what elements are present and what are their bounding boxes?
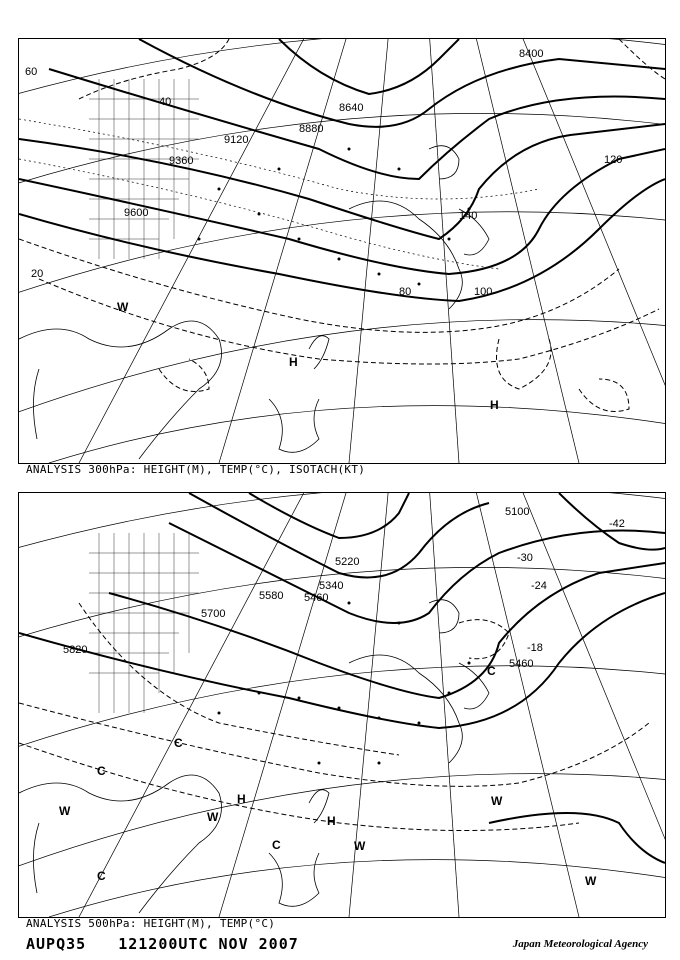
isotach-contours xyxy=(19,39,665,412)
coastline xyxy=(19,146,489,459)
coastline xyxy=(19,600,489,913)
height-label: 8880 xyxy=(299,123,324,135)
warm-marker: W xyxy=(585,874,597,888)
height-label: 5340 xyxy=(319,580,344,592)
isotach-label: 120 xyxy=(604,154,623,166)
cold-marker: C xyxy=(174,736,183,750)
cold-marker: C xyxy=(97,764,106,778)
warm-marker: W xyxy=(491,794,503,808)
temp-label: -30 xyxy=(517,552,533,564)
map-300hpa-canvas xyxy=(19,39,665,463)
high-pressure-center: H xyxy=(289,355,298,369)
agency-credit: Japan Meteorological Agency xyxy=(512,938,648,950)
wind-markers xyxy=(117,300,129,314)
cold-marker: C xyxy=(487,664,496,678)
height-label: 5820 xyxy=(63,644,88,656)
temp-label: -18 xyxy=(527,642,543,654)
jet-hatching xyxy=(89,79,199,259)
height-label: 5100 xyxy=(505,506,530,518)
temp-label: -24 xyxy=(531,580,547,592)
chart-code: AUPQ35 xyxy=(26,935,87,953)
map-500hpa xyxy=(18,492,666,918)
map-300hpa xyxy=(18,38,666,464)
pressure-centers xyxy=(237,792,336,828)
warm-markers xyxy=(59,794,597,888)
height-label: 5580 xyxy=(259,590,284,602)
high-pressure-center: H xyxy=(490,398,499,412)
valid-time: 121200UTC NOV 2007 xyxy=(118,935,299,953)
isotach-label: 80 xyxy=(399,286,412,298)
cold-marker: C xyxy=(272,838,281,852)
height-label: 9600 xyxy=(124,207,149,219)
high-pressure-center: H xyxy=(327,814,336,828)
chart-identifier xyxy=(26,935,321,953)
warm-hatching xyxy=(89,533,199,713)
height-label: 8640 xyxy=(339,102,364,114)
warm-marker: W xyxy=(59,804,71,818)
height-label: 8400 xyxy=(519,48,544,60)
height-contours xyxy=(19,493,665,863)
temperature-contours xyxy=(19,603,649,831)
isotach-label: 100 xyxy=(474,286,493,298)
caption-500hpa: ANALYSIS 500hPa: HEIGHT(M), TEMP(°C) xyxy=(26,917,276,930)
isotach-labels xyxy=(25,66,622,298)
isotach-label: 40 xyxy=(159,96,172,108)
temp-labels xyxy=(517,518,625,654)
height-labels xyxy=(124,48,543,219)
height-label: 9360 xyxy=(169,155,194,167)
isotach-label: 140 xyxy=(459,210,478,222)
high-pressure-center: H xyxy=(237,792,246,806)
isotach-label: 60 xyxy=(25,66,38,78)
map-500hpa-canvas xyxy=(19,493,665,917)
cold-marker: C xyxy=(97,869,106,883)
height-contours xyxy=(19,39,665,301)
height-label: 5700 xyxy=(201,608,226,620)
height-label: 5460 xyxy=(304,592,329,604)
warm-marker: W xyxy=(207,810,219,824)
height-label: 5220 xyxy=(335,556,360,568)
warm-marker: W xyxy=(117,300,129,314)
caption-300hpa: ANALYSIS 300hPa: HEIGHT(M), TEMP(°C), ISOTACH(KT) xyxy=(26,463,366,476)
height-label: 5460 xyxy=(509,658,534,670)
warm-marker: W xyxy=(354,839,366,853)
isotach-label: 20 xyxy=(31,268,44,280)
height-label: 9120 xyxy=(224,134,249,146)
temp-label: -42 xyxy=(609,518,625,530)
